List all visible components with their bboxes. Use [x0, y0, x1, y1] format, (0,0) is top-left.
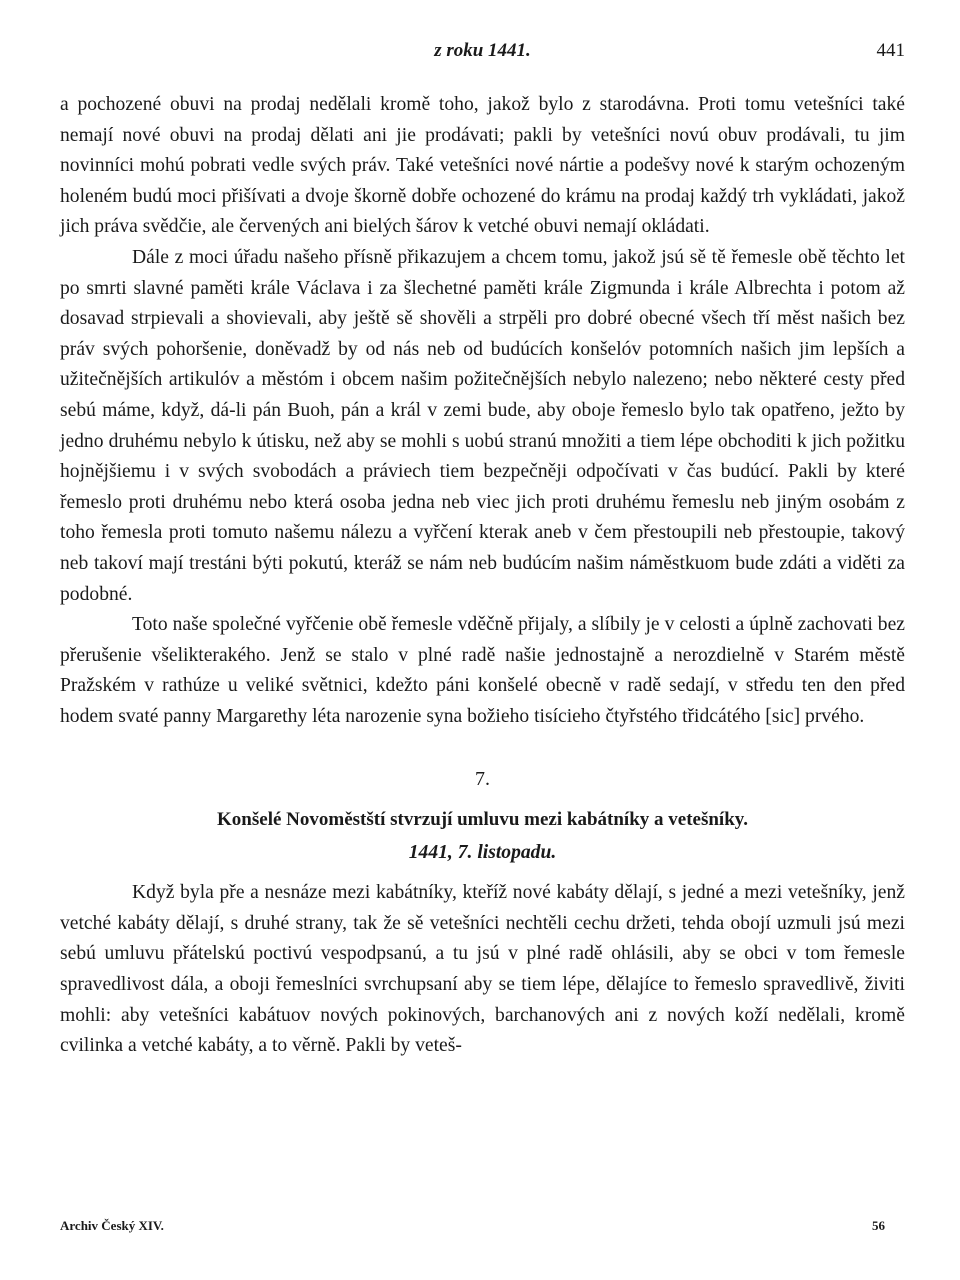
paragraph-conclusion: Toto naše společné vyřčenie obě řemesle vděčně přijaly, a slíbily je v celosti a úplně zachovati bez přerušenie všelikterakého. Jenž se stalo v plné radě našie jednostajně a nerozdielně v Starém městě Pražském v rathúze u veliké světnici, kdežto páni konšelé obecně v radě sedají, v středu ten den před hodem svaté panny Margarethy léta narozenie syna božieho tisícieho čtyřstého třidcátého [sic] prvého.	[60, 614, 905, 727]
document-date: 1441, 7. listopadu.	[408, 841, 557, 863]
paragraph-continuation: a pochozené obuvi na prodaj nedělali kromě toho, jakož bylo z starodávna. Proti tomu vetešníci také nemají nové obuvi na prodaj dělati ani jie prodávati; pakli by vetešníci novú obuv prodávali, tu jim novinníci mohú pobrati vedle svých práv. Také vetešníci nové nártie a podešvy nové k starým ochozeným holeném budú moci přišívati a dvoje škorně dobře ochozené do krámu na prodaj každý trh vykládati, jakož jich práva svědčie, ale červených ani bielých šárov k vetché obuvi nemají okládati.	[60, 94, 905, 238]
document-heading: Konšelé Novoměstští stvrzují umluvu mezi kabátníky a vetešníky.	[217, 809, 748, 831]
sheet-number: 56	[872, 1218, 885, 1233]
sheet-signature: Archiv Český XIV.	[60, 1218, 164, 1233]
paragraph-document-7: Když byla pře a nesnáze mezi kabátníky, kteříž nové kabáty dělají, s jedné a mezi vetešníky, jenž vetché kabáty dělají, s druhé strany, tak že sě vetešníci nechtěli cechu držeti, tehda obojí uzmuli jsú mezi sebú umluvu přátelskú poctivú vespodpsanú, a tu jsú v plné radě ohlásili, aby se obci v tom řemesle spravedlivost dála, a oboji řemeslníci svrchupsaní aby se tiem lépe, dělajíce to řemeslo spravedlivě, živiti mohli: aby vetešníci kabátuov nových pokinových, barchanových ani z nových koží nedělali, kromě cvilinka a vetché kabáty, a to věrně. Pakli by veteš-	[60, 882, 905, 1057]
page-header	[60, 40, 905, 70]
document-number: 7.	[475, 768, 490, 791]
paragraph-decree: Dále z moci úřadu našeho přísně přikazujem a chcem tomu, jakož jsú sě tě řemesle obě těchto let po smrti slavné paměti krále Václava i za šlechetné paměti krále Zigmunda i krále Albrechta i potom až dosavad strpievali a shovievali, aby ještě sě shověli a strpěli pro dobré obecné všech tří měst našich bez práv svých pohoršenie, doněvadž by od nás neb od budúcích konšelóv potomních našich jim lepších a užitečnějších artikulóv a městóm i obcem našim požitečnějších nebylo nalezeno; nebo některé cesty před sebú máme, když, dá-li pán Buoh, pán a král v zemi bude, aby oboje řemeslo bylo tak opatřeno, ježto by jedno druhému nebylo k útisku, než aby se mohli s uobú stranú množiti a tiem lépe obchoditi k jich požitku hojnějšiemu i v svých svobodách a práviech tiem bezpečněji odpočívati v čas budúcí. Pakli by které řemeslo proti druhému nebo která osoba jedna neb viec jich proti druhému řemeslu neb jiným osobám z toho řemesla proti tomuto našemu nálezu a vyřčení kterak aneb v čem přestoupili neb přestoupie, takový neb takoví mají trestáni býti pokutú, kteráž se nám neb budúcím našim náměstkuom bude zdáti a viděti za podobné.	[60, 246, 905, 605]
body-text	[60, 90, 905, 1062]
running-title: z roku 1441.	[434, 40, 531, 61]
page-number: 441	[876, 40, 905, 61]
